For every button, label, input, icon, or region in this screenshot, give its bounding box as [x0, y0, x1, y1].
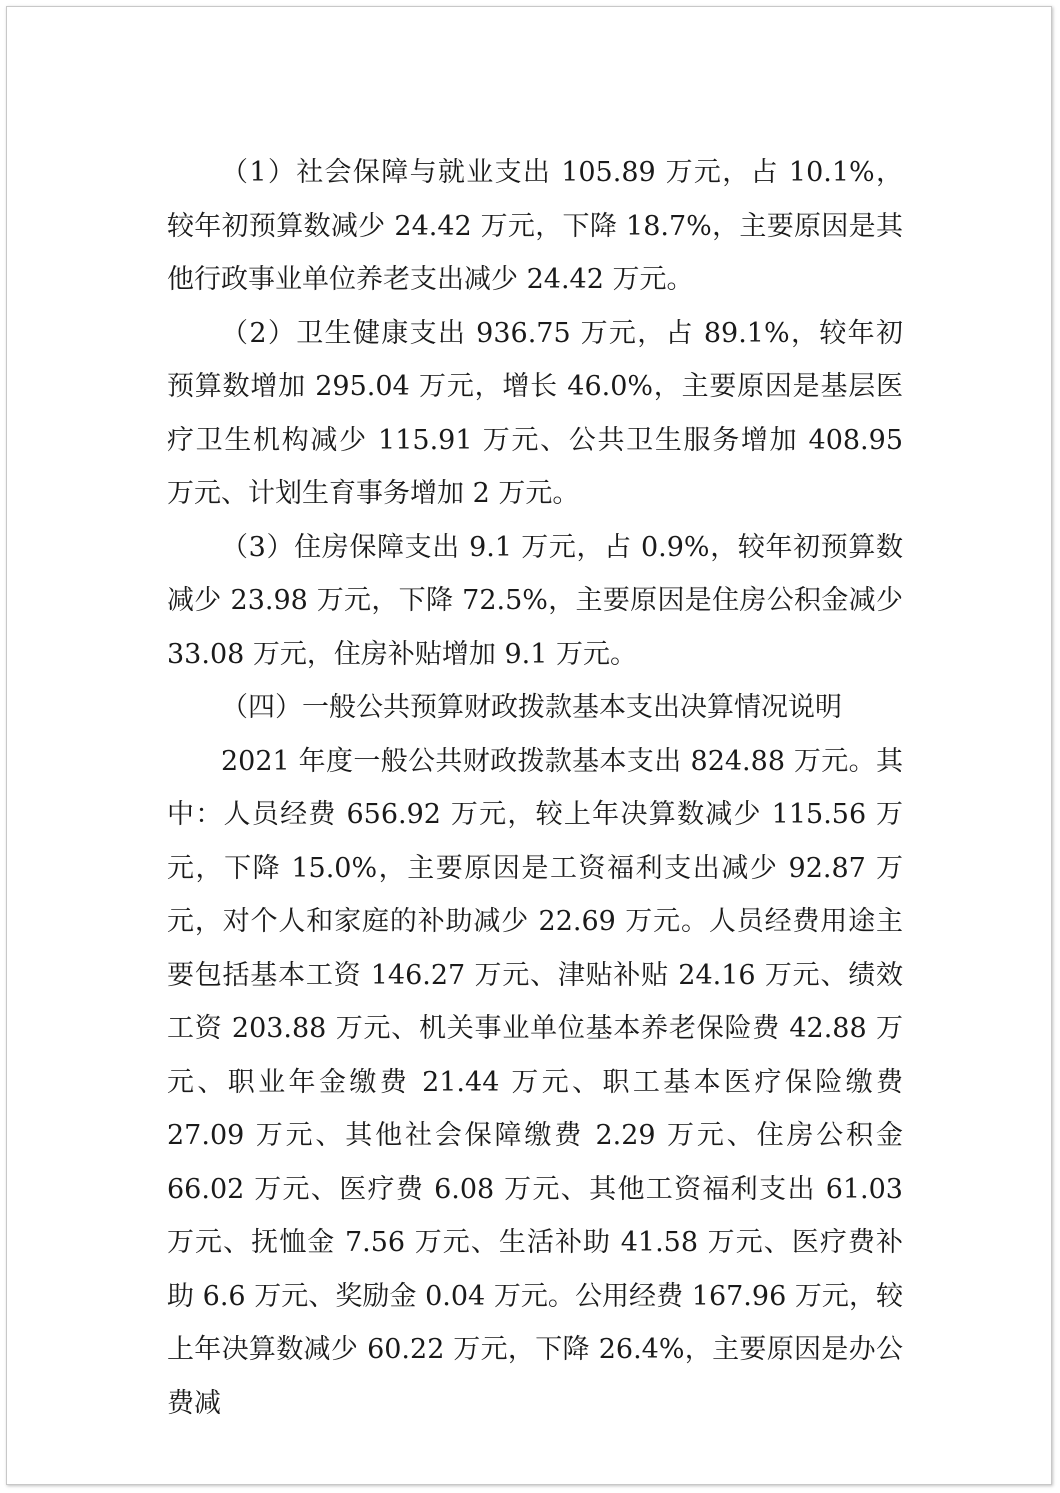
section-heading-basic-expenditure: （四）一般公共预算财政拨款基本支出决算情况说明 [221, 692, 842, 723]
paragraph-health: （2）卫生健康支出 936.75 万元，占 89.1%，较年初预算数增加 295.04 万元，增长 46.0%，主要原因是基层医疗卫生机构减少 115.91 万元、公共卫生服务增加 408.95 万元、计划生育事务增加 2 万元。 [167, 317, 903, 509]
paragraph-basic-expenditure: 2021 年度一般公共财政拨款基本支出 824.88 万元。其中：人员经费 656.92 万元，较上年决算数减少 115.56 万元，下降 15.0%，主要原因是工资福利支出减少 92.87 万元，对个人和家庭的补助减少 22.69 万元。人员经费用途主要包括基本工资 146.27 万元、津贴补贴 24.16 万元、绩效工资 203.88 万元、机关事业单位基本养老保险费 42.88 万元、职业年金缴费 21.44 万元、职工基本医疗保险缴费 27.09 万元、其他社会保障缴费 2.29 万元、住房公积金 66.02 万元、医疗费 6.08 万元、其他工资福利支出 61.03 万元、抚恤金 7.56 万元、生活补助 41.58 万元、医疗费补助 6.6 万元、奖励金 0.04 万元。公用经费 167.96 万元，较上年决算数减少 60.22 万元，下降 26.4%，主要原因是办公费减 [167, 745, 903, 1419]
document-body [167, 146, 903, 1430]
document-page [6, 6, 1052, 1485]
paragraph-housing: （3）住房保障支出 9.1 万元，占 0.9%，较年初预算数减少 23.98 万元，下降 72.5%，主要原因是住房公积金减少 33.08 万元，住房补贴增加 9.1 万元。 [167, 531, 903, 670]
paragraph-social-security: （1）社会保障与就业支出 105.89 万元，占 10.1%，较年初预算数减少 24.42 万元，下降 18.7%，主要原因是其他行政事业单位养老支出减少 24.42 万元。 [167, 157, 903, 295]
